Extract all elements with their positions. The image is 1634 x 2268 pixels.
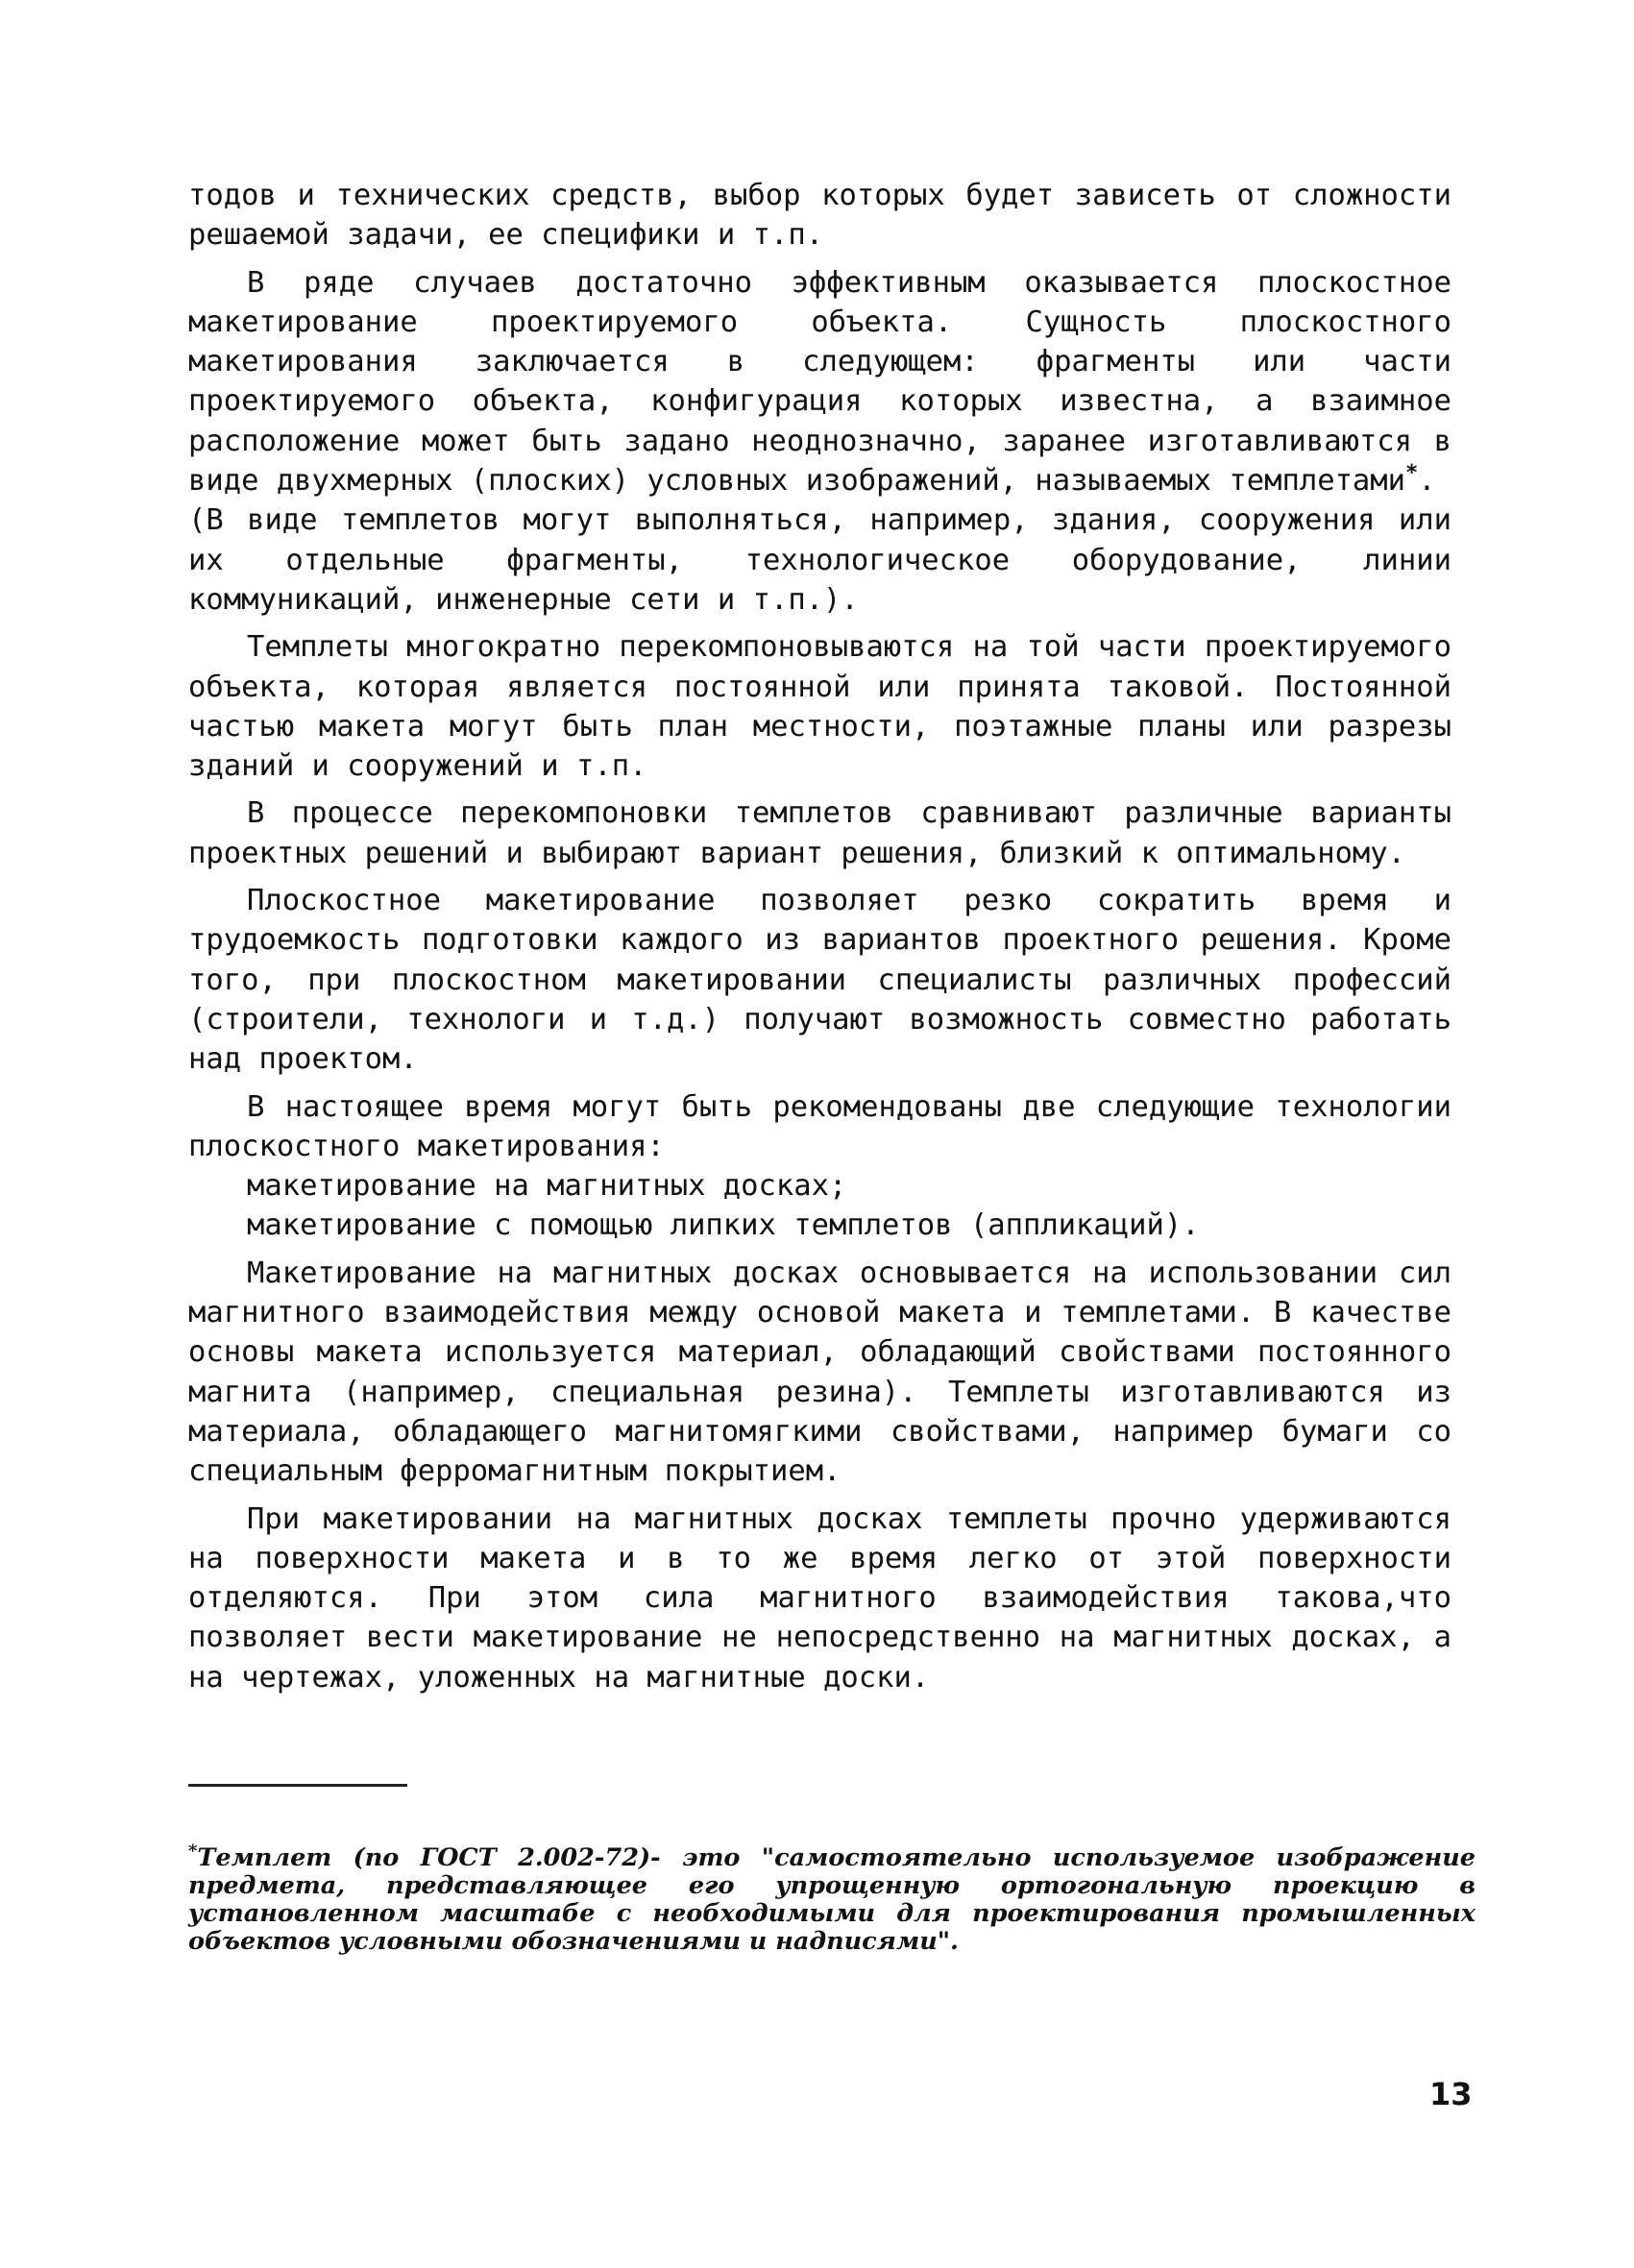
footnote-reference: * [1405,460,1419,485]
paragraph-template-examples: (В виде темплетов могут выполняться, например, здания, сооружения или их отдельные фрагменты, технологическое оборудование, линии коммуникаций, инженерные сети и т.п.). [188,503,1451,617]
page-number: 13 [1429,2076,1473,2112]
paragraph-benefits: Плоскостное макетирование позволяет резко сократить время и трудоемкость подготовки каждого из вариантов проектного решения. Кроме того, при плоскостном макетировании специалисты различных профессий (строители, технологи и т.д.) получают возможность совместно работать над проектом. [188,884,1451,1077]
paragraph-magnetic-holding: При макетировании на магнитных досках темплеты прочно удерживаются на поверхности макета и в то же время легко от этой поверхности отделяются. При этом сила магнитного взаимодействия такова,что позволяет вести макетирование не непосредственно на магнитных досках, а на чертежах, уложенных на магнитные доски. [188,1501,1451,1695]
footnote [188,1841,1475,1956]
footnote-text: Темплет (по ГОСТ 2.002-72)- это "самостоятельно используемое изображение предмета, представляющее его упрощенную ортогональную проекцию в установленном масштабе с необходимыми для проектирования промышленных объектов условными обозначениями и надписями". [188,1843,1475,1956]
paragraph-recomposition: Темплеты многократно перекомпоновываются на той части проектируемого объекта, которая является постоянной или принята таковой. Постоянной частью макета могут быть план местности, поэтажные планы или разрезы зданий и сооружений и т.п. [188,630,1451,784]
footnote-marker: * [188,1841,198,1862]
paragraph-variant-comparison: В процессе перекомпоновки темплетов сравнивают различные варианты проектных решений и выбирают вариант решения, близкий к оптимальному. [188,796,1451,870]
paragraph-continuation: тодов и технических средств, выбор которых будет зависеть от сложности решаемой задачи, ее специфики и т.п. [188,179,1451,253]
paragraph-technologies: В настоящее время могут быть рекомендованы две следующие технологии плоскостного макетирования: [188,1089,1451,1163]
paragraph-magnetic-modeling: Макетирование на магнитных досках основывается на использовании сил магнитного взаимодействия между основой макета и темплетами. В качестве основы макета используется материал, обладающий свойствами постоянного магнита (например, специальная резина). Темплеты изготавливаются из материала, обладающего магнитомягкими свойствами, например бумаги со специальным ферромагнитным покрытием. [188,1256,1451,1489]
list-item-magnetic-boards: макетирование на магнитных досках; [247,1169,847,1204]
footnote-divider [188,1784,407,1787]
body-text [188,176,1451,1697]
paragraph-planar-modeling-text: В ряде случаев достаточно эффективным оказывается плоскостное макетирование проектируемого объекта. Сущность плоскостного макетирования заключается в следующем: фрагменты или части проектируемого объекта, конфигурация которых известна, а взаимное расположение может быть задано неоднозначно, заранее изготавливаются в виде двухмерных (плоских) условных изображений, называемых темплетами [188,265,1451,499]
paragraph-planar-modeling: В ряде случаев достаточно эффективным оказывается плоскостное макетирование проектируемого объекта. Сущность плоскостного макетирования заключается в следующем: фрагменты или части проектируемого объекта, конфигурация которых известна, а взаимное расположение может быть задано неоднозначно, заранее изготавливаются в виде двухмерных (плоских) условных изображений, называемых темплетами*. [188,265,1451,499]
list-item-sticky-templates: макетирование с помощью липких темплетов (аппликаций). [247,1208,1200,1243]
